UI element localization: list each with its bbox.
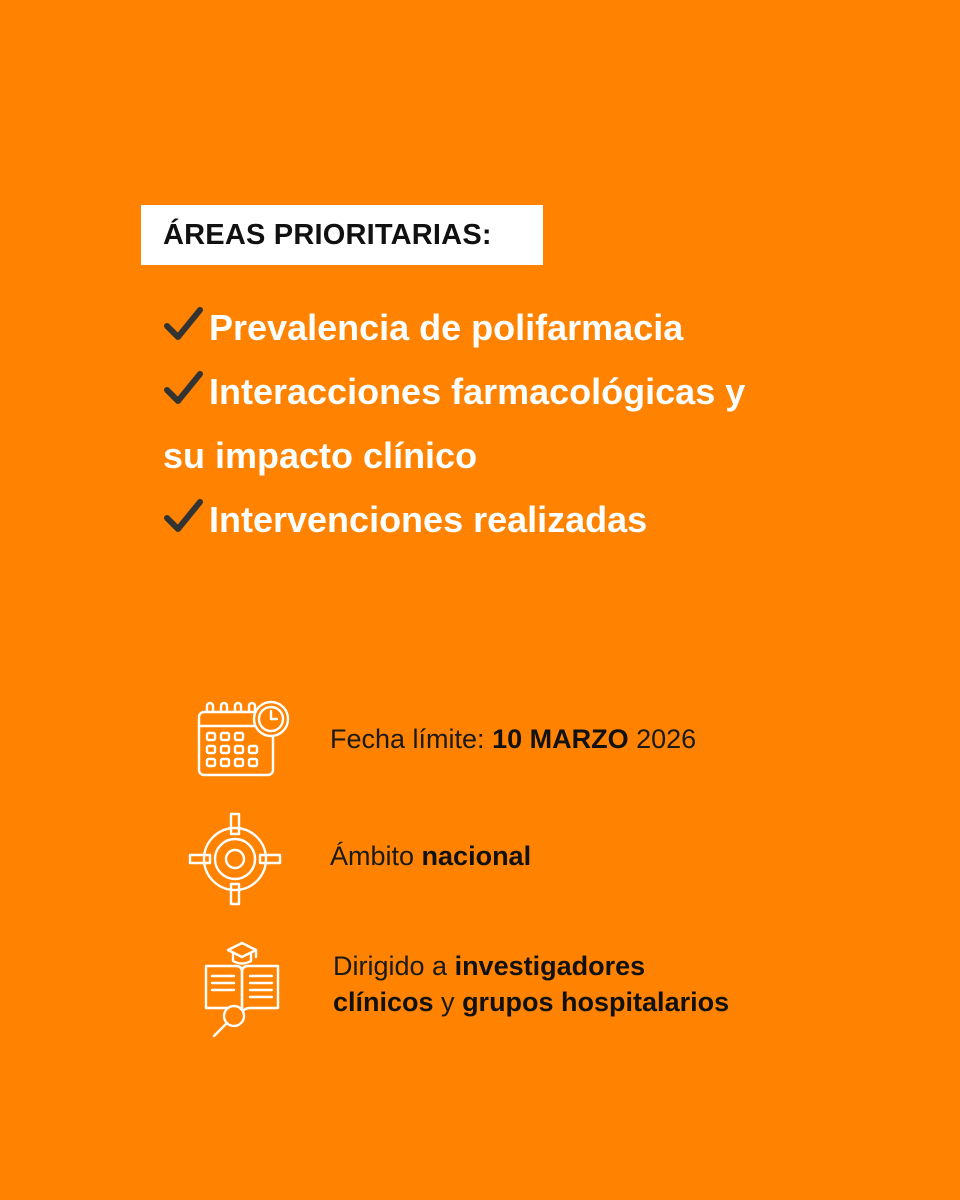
target-icon — [188, 812, 282, 911]
priority-item-2-line-2: su impacto clínico — [163, 435, 478, 476]
list-item — [163, 296, 863, 360]
audience-middle: y — [433, 987, 463, 1017]
audience-prefix: Dirigido a — [333, 951, 455, 981]
scope-text — [330, 838, 531, 874]
checkmark-icon — [163, 496, 209, 536]
priorities-list — [163, 296, 863, 552]
list-item — [163, 488, 863, 552]
audience-bold-3: grupos hospitalarios — [462, 987, 730, 1017]
checkmark-icon — [163, 368, 209, 408]
deadline-text — [330, 721, 696, 757]
calendar-clock-icon — [195, 700, 295, 785]
deadline-year: 2026 — [628, 724, 697, 754]
research-book-icon — [202, 940, 282, 1045]
audience-bold-2: clínicos — [333, 987, 434, 1017]
priority-item-3: Intervenciones realizadas — [209, 499, 648, 540]
section-label: ÁREAS PRIORITARIAS: — [163, 218, 492, 251]
audience-line-2 — [333, 984, 729, 1020]
priority-item-2-line-1: Interacciones farmacológicas y — [209, 371, 746, 412]
audience-text — [333, 948, 729, 1020]
scope-value: nacional — [421, 841, 532, 871]
scope-prefix: Ámbito — [330, 841, 422, 871]
priority-item-1: Prevalencia de polifarmacia — [209, 307, 684, 348]
audience-line-1 — [333, 948, 729, 984]
checkmark-icon — [163, 304, 209, 344]
deadline-prefix: Fecha límite: — [330, 724, 493, 754]
audience-bold-1: investigadores — [454, 951, 646, 981]
section-label-box — [141, 205, 543, 265]
list-item — [163, 360, 863, 424]
deadline-date: 10 MARZO — [492, 724, 629, 754]
